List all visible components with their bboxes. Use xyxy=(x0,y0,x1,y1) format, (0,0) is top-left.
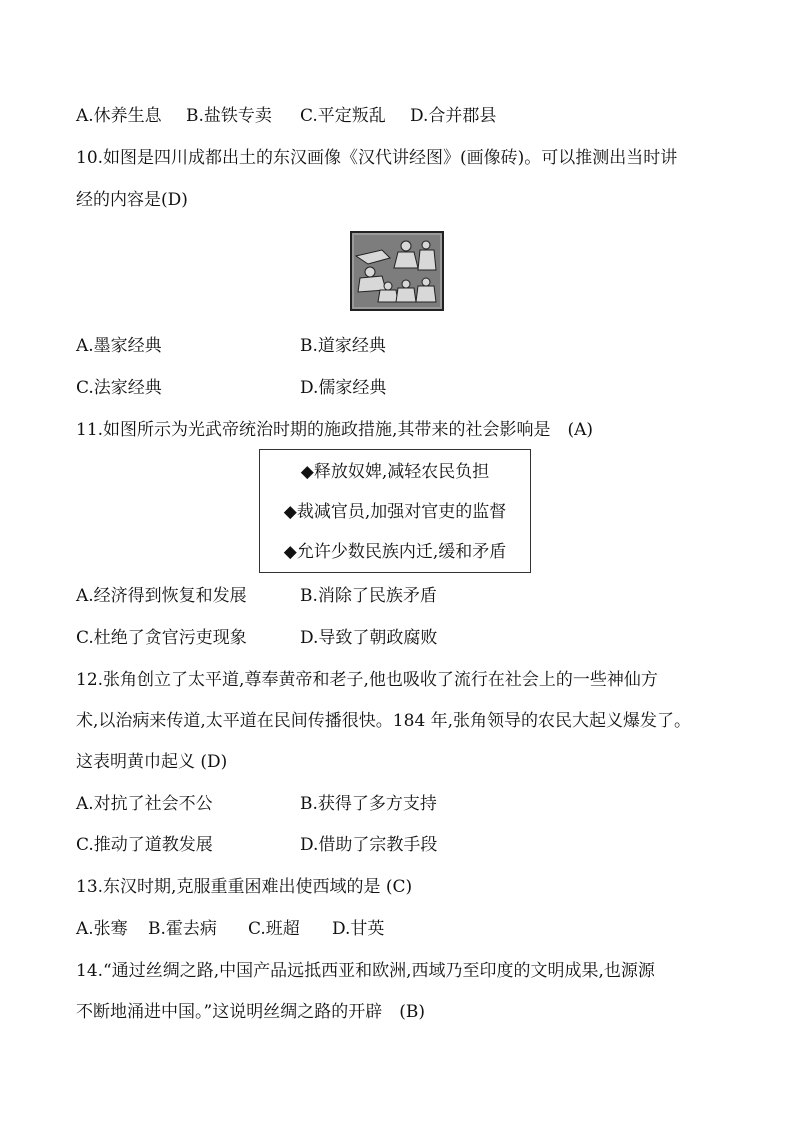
q12-option-b: B.获得了多方支持 xyxy=(300,794,437,814)
q10-option-c: C.法家经典 xyxy=(76,378,162,398)
q9-option-a: A.休养生息 xyxy=(76,106,162,126)
q13-option-b: B.霍去病 xyxy=(148,919,217,939)
q14-stem-line1: 14.“通过丝绸之路,中国产品远抵西亚和欧洲,西域乃至印度的文明成果,也源源 xyxy=(76,961,655,981)
q12-stem-line2: 术,以治病来传道,太平道在民间传播很快。184 年,张角领导的农民大起义爆发了。 xyxy=(76,711,692,731)
q13-option-d: D.甘英 xyxy=(332,919,385,939)
q14-stem-line2: 不断地涌进中国。”这说明丝绸之路的开辟 (B) xyxy=(76,1002,425,1022)
q9-option-b: B.盐铁专卖 xyxy=(186,106,272,126)
q11-stem: 11.如图所示为光武帝统治时期的施政措施,其带来的社会影响是 (A) xyxy=(76,420,593,440)
q12-stem-line1: 12.张角创立了太平道,尊奉黄帝和老子,他也吸收了流行在社会上的一些神仙方 xyxy=(76,670,658,690)
q10-option-d: D.儒家经典 xyxy=(300,378,387,398)
q11-box-item: ◆裁减官员,加强对官吏的监督 xyxy=(283,502,507,522)
q13-option-c: C.班超 xyxy=(248,919,300,939)
q11-option-b: B.消除了民族矛盾 xyxy=(300,586,437,606)
q10-option-a: A.墨家经典 xyxy=(76,336,162,356)
q11-option-c: C.杜绝了贪官污吏现象 xyxy=(76,628,247,648)
q12-stem-line3: 这表明黄巾起义 (D) xyxy=(76,752,228,772)
q11-box-item: ◆允许少数民族内迁,缓和矛盾 xyxy=(283,542,507,562)
q13-option-a: A.张骞 xyxy=(76,919,128,939)
q11-option-d: D.导致了朝政腐败 xyxy=(300,628,438,648)
q13-stem: 13.东汉时期,克服重重困难出使西域的是 (C) xyxy=(76,877,413,897)
q12-option-a: A.对抗了社会不公 xyxy=(76,794,213,814)
q9-option-d: D.合并郡县 xyxy=(410,106,497,126)
q12-option-d: D.借助了宗教手段 xyxy=(300,835,438,855)
q10-stem-line2: 经的内容是(D) xyxy=(76,190,188,210)
q11-measures-box xyxy=(259,449,531,573)
q12-option-c: C.推动了道教发展 xyxy=(76,835,213,855)
q11-option-a: A.经济得到恢复和发展 xyxy=(76,586,247,606)
q10-stem-line1: 10.如图是四川成都出土的东汉画像《汉代讲经图》(画像砖)。可以推测出当时讲 xyxy=(76,148,678,168)
q10-option-b: B.道家经典 xyxy=(300,336,386,356)
han-lecture-relief-image xyxy=(348,228,446,314)
q9-option-c: C.平定叛乱 xyxy=(300,106,386,126)
q11-box-item: ◆释放奴婢,减轻农民负担 xyxy=(300,462,490,482)
